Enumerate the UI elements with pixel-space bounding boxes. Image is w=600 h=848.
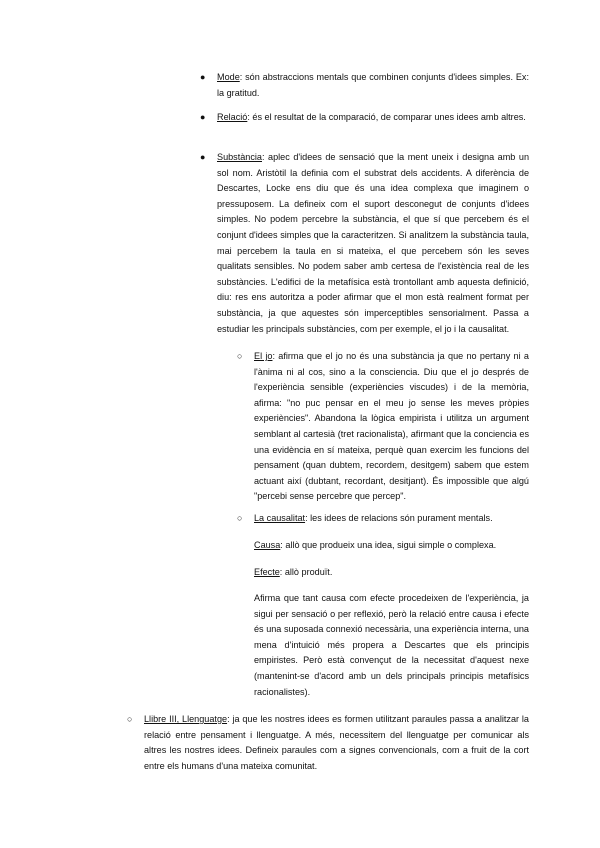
causa-definition [254,538,529,554]
text-mode: : són abstraccions mentals que combinen conjunts d'idees simples. Ex: la gratitud. [217,72,529,98]
text-efecte: : allò produït. [279,567,333,577]
list-item-substancia [217,150,529,337]
text-relacio: : és el resultat de la comparació, de comparar unes idees amb altres. [247,112,526,122]
bullet-hollow-icon: ○ [127,714,133,724]
term-llibre-iii: Llibre III, Llenguatge [144,714,228,724]
text-causalitat: : les idees de relacions són purament mentals. [305,513,493,523]
text-llibre-iii: : ja que les nostres idees es formen utilitzant paraules passa a analitzar la relació entre pensament i llenguatge. A més, necessitem del llenguatge per comunicar als altres les nostres idees. Defineix paraules com a signes convencionals, com a fruit de la cort entre els humans d'una mateixa comunitat. [144,714,529,771]
list-item-mode [217,70,529,101]
list-item-jo [254,349,529,505]
bullet-filled-icon: ● [200,152,206,162]
bullet-hollow-icon: ○ [237,351,243,361]
causalitat-paragraph: Afirma que tant causa com efecte procedeixen de l'experiència, ja sigui per sensació o per reflexió, però la relació entre causa i efecte és una suposada connexió necessària, una experiència interna, una mena d'intuició més propera a Descartes que els principis empiristes. Però està convençut de la necessitat d'aquest nexe (mantenint-se d'acord amb un dels principals principis metafísics racionalistes). [254,593,529,697]
efecte-definition [254,565,529,581]
bullet-hollow-icon: ○ [237,513,243,523]
text-causa: : allò que produeix una idea, sigui simple o complexa. [280,540,497,550]
list-item-causalitat [254,511,529,527]
term-efecte: Efecte [254,567,280,577]
term-causa: Causa [254,540,281,550]
bullet-filled-icon: ● [200,72,206,82]
term-mode: Mode [217,72,240,82]
term-substancia: Substància [217,152,262,162]
term-causalitat: La causalitat [254,513,306,523]
list-item-llibre-iii [144,712,529,774]
term-jo: El jo [254,351,273,361]
text-jo: : afirma que el jo no és una substància ja que no pertany ni a l'ànima ni al cos, sino a la consciencia. Diu que el jo després de l'experiència sensible (experiències viscudes) i de la memòria, afirma: "no puc pensar en el meu jo sense les meves pròpies experiències". Abandona la lògica empirista i utilitza un argument semblant al cartesià (tret racionalista), afirmant que la conciencia es una evidència en sí mateixa, perquè quan exercim les funcions del pensament (quan dubtem, recordem, desitgem) sabem que estem actuant així (dubtant, recordant, desitjant). És impossible que algú "percebi sense percebre que percep". [254,351,529,502]
list-item-relacio [217,110,529,126]
bullet-filled-icon: ● [200,112,206,122]
text-substancia: : aplec d'idees de sensació que la ment uneix i designa amb un sol nom. Aristòtil la definia com el substrat dels accidents. A diferència de Descartes, Locke ens diu que és una idea complexa que imaginem o pressuposem. La defineix com el suport desconegut de conjunts d'idees simples. No podem percebre la substància, el que sí que percebem és el conjunt d'idees simples que la caracteritzen. Si analitzem la substància taula, mai percebem la taula en si mateixa, el que percebem són les seves qualitats sensibles. No podem saber amb certesa de l'existència real de les substàncies. L'edifici de la metafísica està trontollant amb aquesta definició, diu: res ens autoritza a poder afirmar que el mon està realment format per substància, ja que aquestes són imperceptibles sensorialment. Passa a estudiar les principals substàncies, com per exemple, el jo i la causalitat. [217,152,529,334]
term-relacio: Relació [217,112,248,122]
